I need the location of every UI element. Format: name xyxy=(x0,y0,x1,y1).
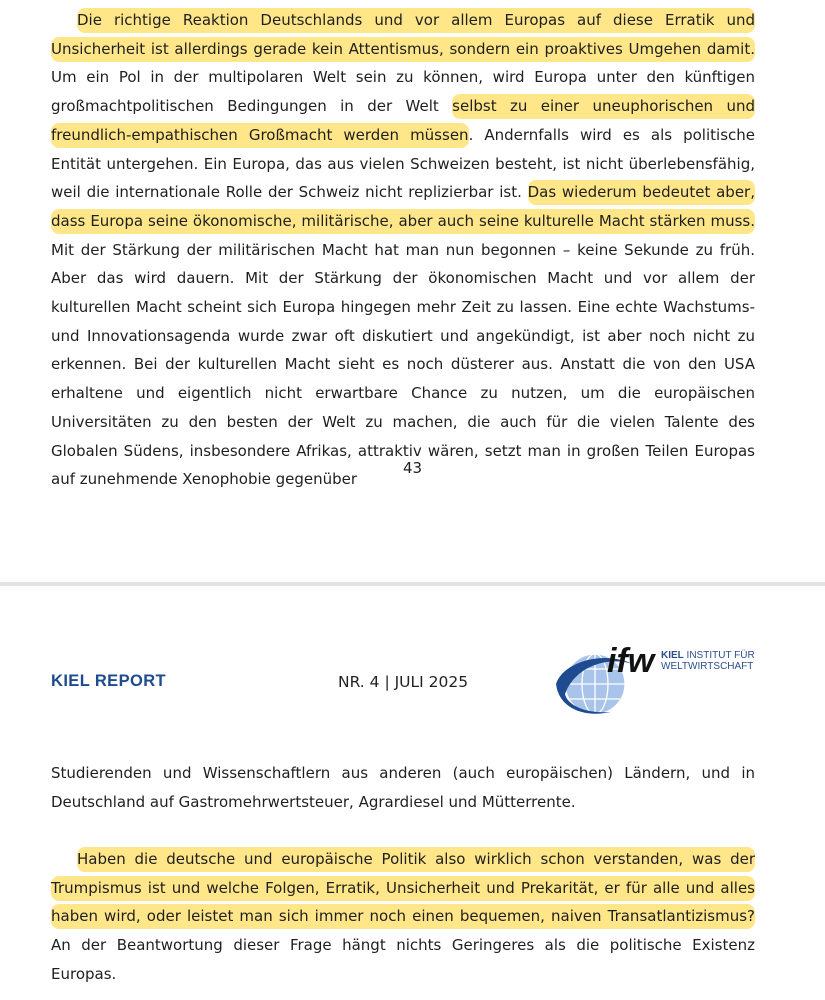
issue-label: NR. 4 | JULI 2025 xyxy=(338,673,469,691)
page-number: 43 xyxy=(402,459,423,477)
text-segment-final: An der Beantwortung dieser Frage hängt nichts Geringeres als die politische Existenz Europas. xyxy=(51,936,755,983)
highlight-2: selbst zu einer uneuphorischen und freundlich-empathischen Großmacht werden müssen xyxy=(51,94,755,148)
report-title: KIEL REPORT xyxy=(51,672,167,690)
logo-mark: ifw xyxy=(607,642,655,680)
ifw-logo xyxy=(553,632,763,722)
text-segment-6: Mit der Stärkung der militärischen Macht hat man nun begonnen – keine Sekunde zu früh. Aber das wird dauern. Mit der Stärkung der ökonomischen Macht und vor allem der kulturellen Macht scheint sich Europa hingegen mehr Zeit zu lassen. Eine echte Wachstums- und Innovationsagenda wurde zwar oft diskutiert und angekündigt, ist aber noch nicht zu erkennen. Bei der kulturellen Macht sieht es noch düsterer aus. Anstatt die von den USA erhaltene und eigentlich nicht erwartbare Chance zu nutzen, um die europäischen Universitäten zu den besten der Welt zu machen, die auch für die vielen Talente des Globalen Südens, insbesondere Afrikas, attraktiv wären, setzt man in großen Teilen Europas auf zunehmende Xenophobie gegenüber xyxy=(51,240,755,489)
text-segment-2: Um ein Pol in der multipolaren Welt sein zu können, wird Europa unter den künftigen großmachtpolitischen Bedingungen in der Welt xyxy=(51,68,755,116)
paragraph-conclusion xyxy=(51,845,755,989)
highlight-1: Die richtige Reaktion Deutschlands und vor allem Europas auf diese Erratik und Unsicherheit ist allerdings gerade kein Attentismus, sondern ein proaktives Umgehen damit. xyxy=(51,8,755,62)
paragraph-europe-response xyxy=(51,6,755,494)
text-segment-4: . Andernfalls wird es als politische Entität untergehen. Ein Europa, das aus vielen Schweizen besteht, ist nicht überlebensfähig, weil die internationale Rolle der Schweiz nicht replizierbar ist. xyxy=(51,125,755,202)
paragraph-continuation: Studierenden und Wissenschaftlern aus anderen (auch europäischen) Ländern, und in Deutschland auf Gastromehrwertsteuer, Agrardiesel und Mütterrente. xyxy=(51,764,755,811)
highlight-3: Das wiederum bedeutet aber, dass Europa seine ökonomische, militärische, aber auch seine kulturelle Macht stärken muss. xyxy=(51,180,755,234)
logo-line-2: WELTWIRTSCHAFT xyxy=(661,661,754,672)
highlight-4: Haben die deutsche und europäische Politik also wirklich schon verstanden, was der Trumpismus ist und welche Folgen, Erratik, Unsicherheit und Prekarität, er für alle und alles haben wird, oder leistet man sich immer noch einen bequemen, naiven Transatlantizismus? xyxy=(51,847,755,929)
logo-line-1: KIEL INSTITUT FÜR xyxy=(661,650,755,661)
